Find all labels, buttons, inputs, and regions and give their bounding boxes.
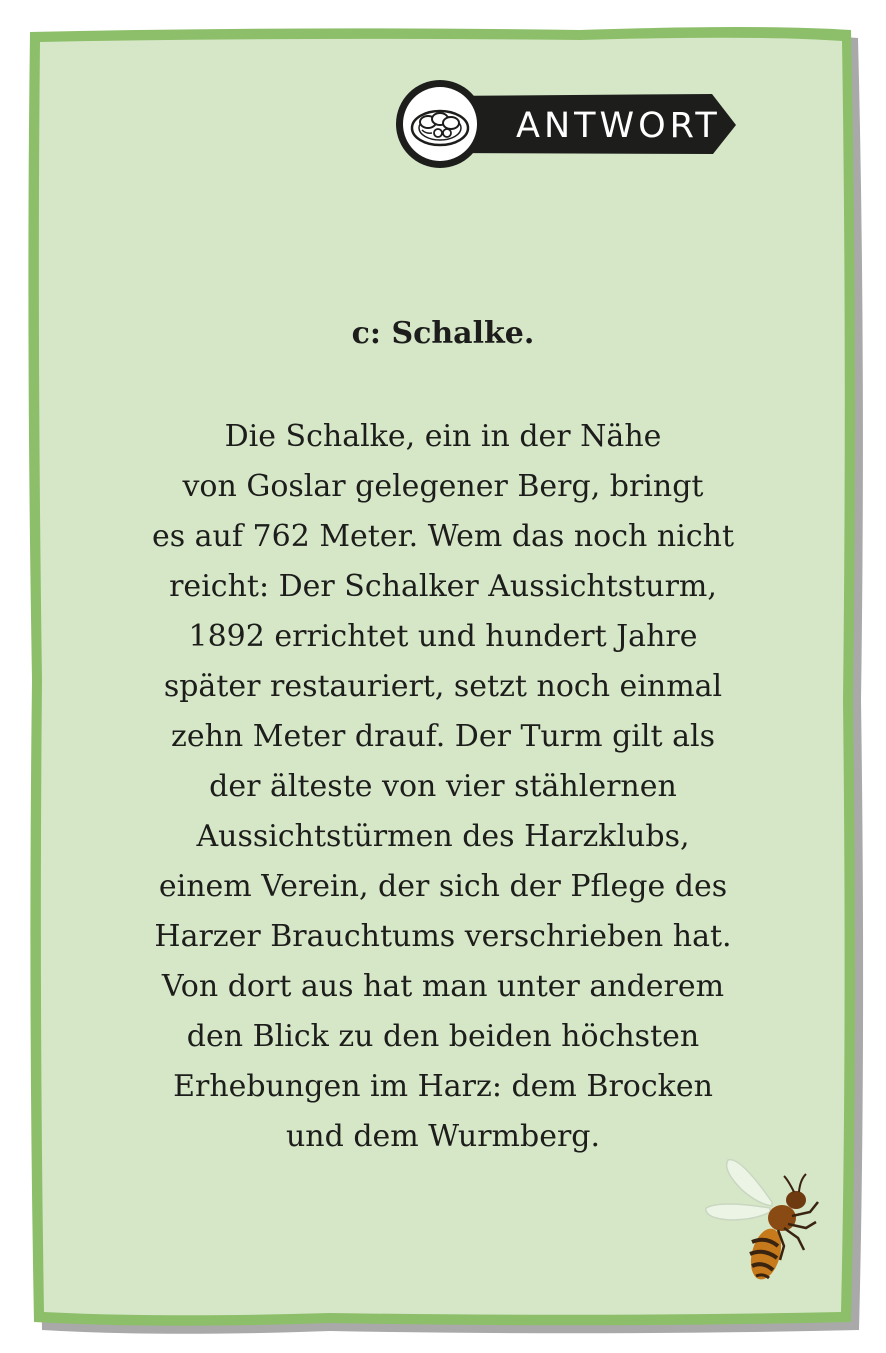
answer-line: es auf 762 Meter. Wem das noch nicht	[151, 519, 734, 554]
answer-line: zehn Meter drauf. Der Turm gilt als	[171, 719, 715, 754]
badge-label: ANTWORT	[516, 106, 721, 146]
answer-line: Aussichtstürmen des Harzklubs,	[196, 819, 690, 854]
answer-text	[90, 412, 796, 1162]
answer-line: Erhebungen im Harz: dem Brocken	[173, 1069, 713, 1104]
answer-line: später restauriert, setzt noch einmal	[163, 669, 723, 704]
answer-line: 1892 errichtet und hundert Jahre	[188, 619, 698, 654]
answer-line: einem Verein, der sich der Pflege des	[158, 869, 728, 904]
answer-line: von Goslar gelegener Berg, bringt	[182, 469, 704, 504]
answer-line: Von dort aus hat man unter anderem	[161, 969, 725, 1004]
answer-line: und dem Wurmberg.	[285, 1119, 601, 1154]
answer-title: c: Schalke.	[351, 316, 535, 351]
answer-line: Harzer Brauchtums verschrieben hat.	[154, 919, 732, 954]
answer-line: reicht: Der Schalker Aussichtsturm,	[169, 569, 717, 604]
answer-line: den Blick zu den beiden höchsten	[186, 1019, 700, 1054]
answer-line: der älteste von vier stählernen	[209, 769, 677, 804]
bee-icon	[700, 1150, 835, 1290]
answer-line: Die Schalke, ein in der Nähe	[224, 419, 662, 454]
